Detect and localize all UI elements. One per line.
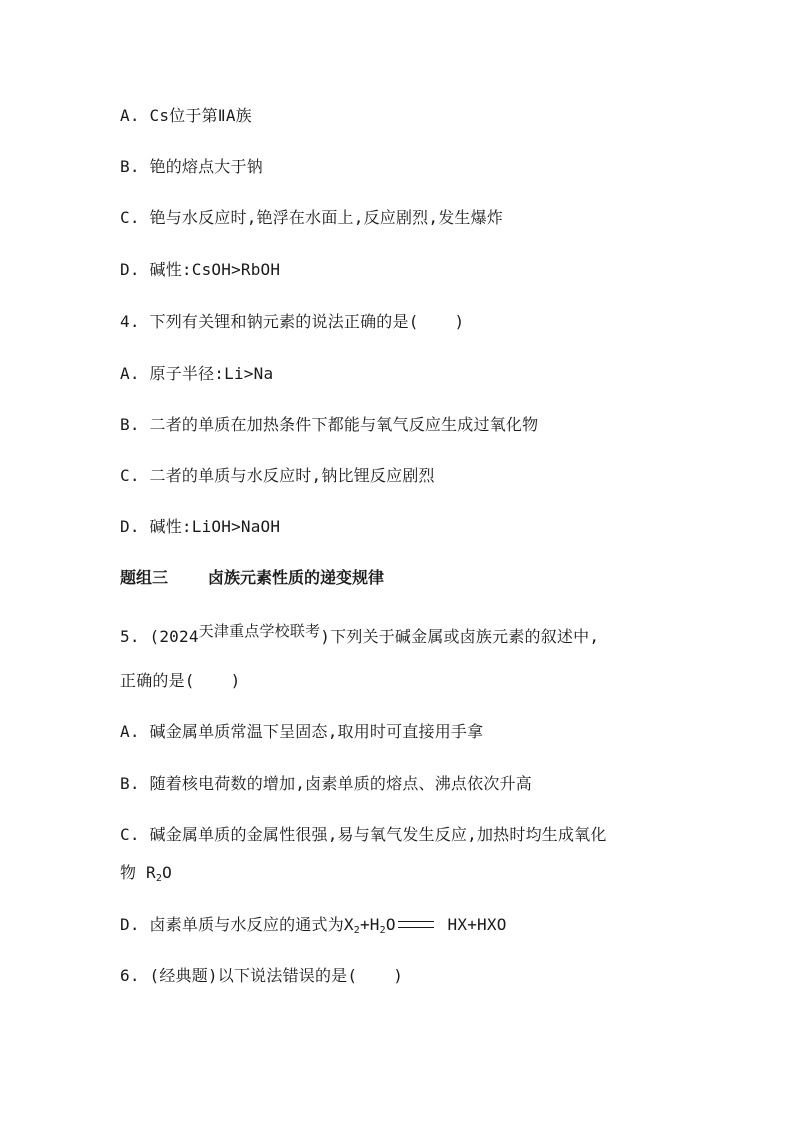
- subscript: 2: [155, 873, 163, 884]
- q5-stem-line2-prefix: 正确的是(: [120, 671, 195, 690]
- q5-option-c-suffix: O: [162, 863, 172, 882]
- q5-option-d-after: O: [385, 915, 396, 934]
- section-label: 题组三: [120, 568, 169, 587]
- q5-option-d-prefix: D. 卤素单质与水反应的通式为X: [120, 915, 354, 934]
- subscript: 2: [353, 925, 360, 936]
- q4-option-a: A. 原子半径:Li>Na: [120, 364, 274, 383]
- section-title: 卤族元素性质的递变规律: [208, 568, 385, 587]
- equals-sign-icon: [398, 921, 434, 928]
- q6-stem: [120, 965, 403, 987]
- q4-option-c: C. 二者的单质与水反应时,钠比锂反应剧烈: [120, 466, 435, 485]
- q5-option-c-line2: [120, 862, 172, 890]
- q4-stem-prefix: 4. 下列有关锂和钠元素的说法正确的是(: [120, 312, 419, 331]
- q4-option-b: B. 二者的单质在加热条件下都能与氧气反应生成过氧化物: [120, 415, 539, 434]
- q5-option-a: A. 碱金属单质常温下呈固态,取用时可直接用手拿: [120, 722, 484, 741]
- q5-option-c-line1: C. 碱金属单质的金属性很强,易与氧气发生反应,加热时均生成氧化: [120, 825, 607, 844]
- subscript: 2: [379, 925, 386, 936]
- q5-number: 5. (2024: [120, 627, 199, 646]
- q5-stem-rest: )下列关于碱金属或卤族元素的叙述中,: [320, 627, 600, 646]
- q5-option-b: B. 随着核电荷数的增加,卤素单质的熔点、沸点依次升高: [120, 774, 532, 793]
- q4-option-d: D. 碱性:LiOH>NaOH: [120, 517, 281, 536]
- q4-stem-suffix: ): [454, 312, 465, 331]
- q6-stem-suffix: ): [393, 966, 404, 985]
- q3-option-b: B. 铯的熔点大于钠: [120, 157, 263, 176]
- q3-option-d: D. 碱性:CsOH>RbOH: [120, 260, 281, 279]
- q5-option-d-products: HX+HXO: [437, 915, 507, 934]
- q5-stem-line2: [120, 670, 240, 692]
- section-heading: [120, 567, 384, 589]
- q5-source: 天津重点学校联考: [198, 622, 321, 640]
- q5-option-d: [120, 914, 507, 942]
- q6-stem-prefix: 6. (经典题)以下说法错误的是(: [120, 966, 358, 985]
- q5-option-d-mid: +H: [359, 915, 380, 934]
- q5-stem-line2-suffix: ): [230, 671, 241, 690]
- q5-option-c-prefix: 物 R: [120, 863, 156, 882]
- q3-option-c: C. 铯与水反应时,铯浮在水面上,反应剧烈,发生爆炸: [120, 208, 503, 227]
- q4-stem: [120, 311, 464, 333]
- q5-stem-line1: [120, 622, 600, 648]
- q3-option-a: A. Cs位于第ⅡA族: [120, 106, 252, 125]
